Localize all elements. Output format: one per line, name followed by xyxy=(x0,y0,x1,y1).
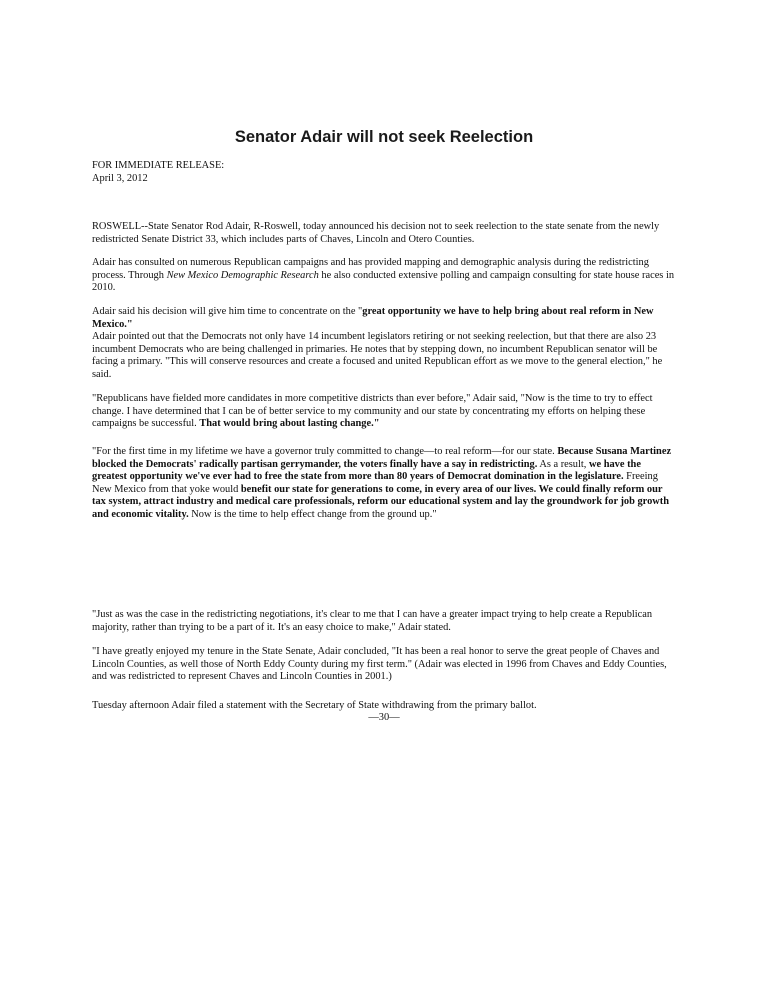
publication-name: New Mexico Demographic Research xyxy=(166,269,319,281)
paragraph-5-text-a: "For the first time in my lifetime we have a governor truly committed to change—to real reform—for our state. xyxy=(92,446,558,457)
paragraph-3 xyxy=(92,306,676,382)
paragraph-5-text-c: Freeing New Mexico from that yoke would xyxy=(92,471,658,495)
paragraph-2-text-b: he also conducted extensive polling and campaign consulting for state house races in 2010. xyxy=(92,269,675,294)
release-dateline xyxy=(92,160,676,185)
paragraph-4 xyxy=(92,393,676,431)
paragraph-7: "I have greatly enjoyed my tenure in the State Senate, Adair concluded, "It has been a real honor to serve the great people of Chaves and Lincoln Counties, as well those of North Eddy County during my first term." (Adair was elected in 1996 from Chaves and Eddy Counties, and was redistricted to represent Chaves and Lincoln Counties in 2001.) xyxy=(92,646,667,683)
paragraph-5-emphasis-3: benefit our state for generations to come, in every area of our lives. We could finally reform our tax system, attract industry and medical care professionals, reform our educational system and lay the groundwork for job growth and economic vitality. xyxy=(92,483,670,520)
paragraph-4-emphasis: That would bring about lasting change." xyxy=(199,418,380,430)
paragraph-2-text-a: Adair has consulted on numerous Republican campaigns and has provided mapping and demographic analysis during the redistricting process. Through xyxy=(92,257,649,281)
paragraph-2 xyxy=(92,257,676,295)
paragraph-4-text-a: "Republicans have fielded more candidates in more competitive districts than ever before," Adair said, "Now is the time to try to effect change. I have determined that I can be of better service to my community and our state by concentrating my efforts on helping these campaigns be successful. xyxy=(92,393,653,430)
release-label: FOR IMMEDIATE RELEASE: xyxy=(92,160,225,171)
page-title: Senator Adair will not seek Reelection xyxy=(234,128,534,146)
paragraph-5-emphasis-2: we have the greatest opportunity we've ever had to free the state from more than 80 years of Democrat domination in the legislature. xyxy=(92,458,641,483)
paragraph-5-emphasis-1: Because Susana Martinez blocked the Democrats' radically partisan gerrymander, the voters finally have a say in redistricting. xyxy=(92,446,672,470)
paragraph-3-emphasis: great opportunity we have to help bring about real reform in New Mexico." xyxy=(92,306,654,330)
paragraph-3-text-b: Adair pointed out that the Democrats not only have 14 incumbent legislators retiring or not seeking reelection, but that there are also 23 incumbent Democrats who are being challenged in primaries. He notes that by stepping down, no incumbent Republican senator will be facing a primary. "This will conserve resources and create a focused and united Republican effort as we move to the general election," he said. xyxy=(92,331,663,380)
paragraph-6: "Just as was the case in the redistricting negotiations, it's clear to me that I can have a greater impact trying to help create a Republican majority, rather than trying to be a part of it. It's an easy choice to make," Adair stated. xyxy=(92,609,653,633)
paragraph-3-text-a: Adair said his decision will give him time to concentrate on the " xyxy=(92,306,363,317)
paragraph-1: ROSWELL--State Senator Rod Adair, R-Roswell, today announced his decision not to seek reelection to the state senate from the newly redistricted Senate District 33, which includes parts of Chaves, Lincoln and Otero Counties. xyxy=(92,221,660,245)
paragraph-5-text-d: Now is the time to help effect change from the ground up." xyxy=(188,508,437,520)
paragraph-8: Tuesday afternoon Adair filed a statement with the Secretary of State withdrawing from the primary ballot. xyxy=(92,700,537,711)
release-date: April 3, 2012 xyxy=(92,172,148,184)
paragraph-5-text-b: As a result, xyxy=(537,458,589,470)
end-mark: —30— xyxy=(368,712,400,723)
paragraph-5 xyxy=(92,446,676,522)
